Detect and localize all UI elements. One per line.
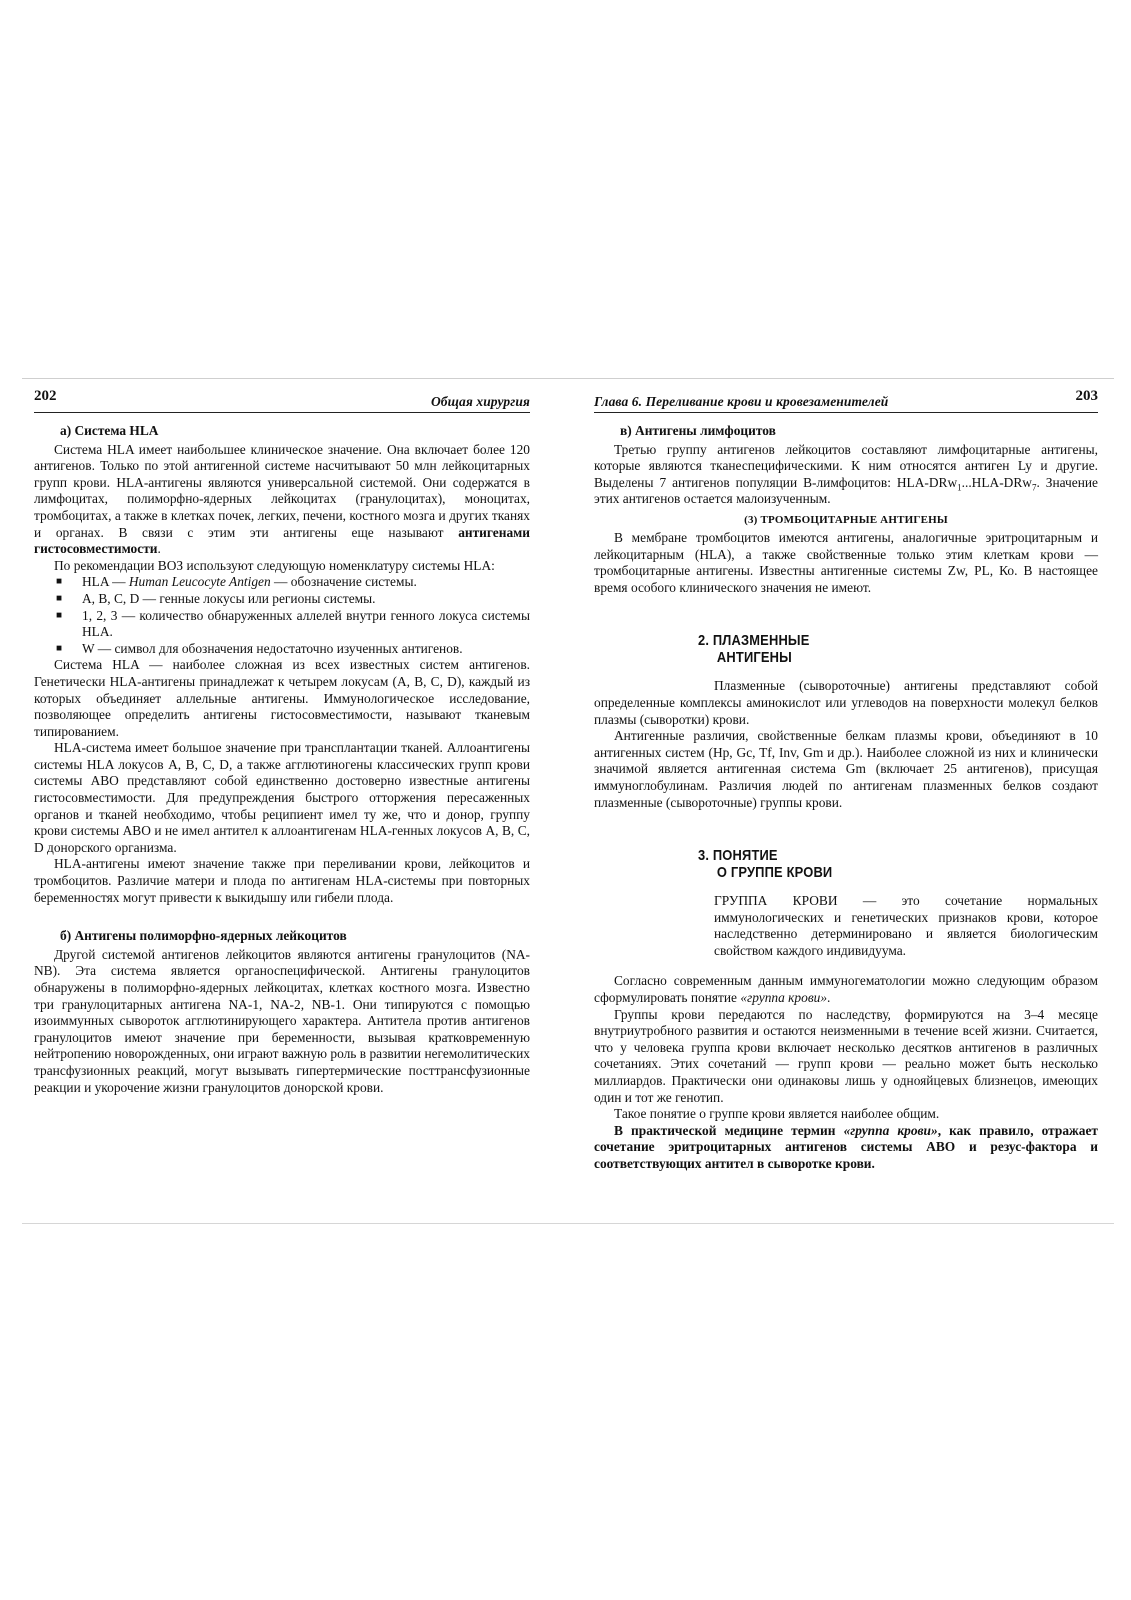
paragraph: Система HLA имеет наибольшее клиническое значение. Она включает более 120 антигенов. Только по этой антигенной системе насчитывают 50 млн лейкоцитарных групп крови. HLA-антигены являются универсальной системой. Они содержатся в лимфоцитах, полиморфно-ядерных лейкоцитах (гранулоцитах), моноцитах, тромбоцитах, а также в клетках почек, легких, печени, костного мозга и других тканях и органах. В связи с этим эти антигены еще называют антигенами гистосовместимости. (34, 441, 530, 557)
right-page-number: 203 (1075, 388, 1098, 404)
bullet-icon: ■ (56, 642, 63, 654)
paragraph: В мембране тромбоцитов имеются антигены, аналогичные эритроцитарным и лейкоцитарным (HLA), а также свойственные только этим клеткам крови — тромбоцитарные антигены. Известны антигенные системы Zw, PL, Ко. В настоящее время особого клинического значения не имеют. (594, 529, 1098, 595)
paragraph: Другой системой антигенов лейкоцитов являются антигены гранулоцитов (NA-NB). Эта система является органоспецифической. Антигены гранулоцитов обнаружены в полиморфно-ядерных лейкоцитах, клетках костного мозга. Известно три гранулоцитарных антигена NA-1, NA-2, NB-1. Они типируются с помощью изоиммунных сывороток агглютинирующего характера. Антитела против антигенов гранулоцитов имеют значение при беременности, вызывая кратковременную нейтропению новорожденных, они играют важную роль в развитии негемолитических трансфузионных реакций, могут вызывать гипертермические посттрансфузионные реакции и укорочение жизни гранулоцитов донорской крови. (34, 946, 530, 1095)
blood-group-definition (714, 893, 1098, 959)
section-c-heading: в) Антигены лимфоцитов (620, 423, 776, 438)
bullet-icon: ■ (56, 609, 63, 621)
left-page-number: 202 (34, 388, 57, 404)
bullet-icon: ■ (56, 592, 63, 604)
section-2-heading: 2. ПЛАЗМЕННЫЕ АНТИГЕНЫ (698, 632, 810, 667)
left-running-title: Общая хирургия (430, 394, 530, 409)
left-page (34, 378, 530, 1096)
paragraph: В практической медицине термин «группа крови», как правило, отражает сочетание эритроцитарных антигенов системы АВО и резус-фактора и соответствующих антител в сыворотке крови. (594, 1122, 1098, 1171)
nomenclature-list (34, 574, 530, 657)
section-b-heading: б) Антигены полиморфно-ядерных лейкоцитов (60, 928, 347, 944)
platelet-antigens-heading: (3) ТРОМБОЦИТАРНЫЕ АНТИГЕНЫ (744, 513, 948, 526)
right-page (594, 378, 1098, 1173)
list-item: ■ 1, 2, 3 — количество обнаруженных аллелей внутри генного локуса системы HLA. (56, 607, 530, 640)
bold-term: антигенами гистосовместимости (34, 524, 530, 557)
section-a-heading: а) Система HLA (60, 423, 159, 438)
paragraph: Третью группу антигенов лейкоцитов составляют лимфоцитарные антигены, которые являются тканеспецифическими. К ним относятся антиген Ly и другие. Выделены 7 антигенов популяции В-лимфоцитов: HLA-DRw$_1$...HLA-DRw$_7$. Значение этих антигенов остается малоизученным. (594, 441, 1098, 507)
paragraph: Антигенные различия, свойственные белкам плазмы крови, объединяют в 10 антигенных систем (Нр, Gc, Tf, Inv, Gm и др.). Наиболее сложной из них и клинически значимой является антигенная система Gm (включает 25 антигенов), присущая иммуноглобулинам. Различия людей по антигенам плазменных белков создают плазменные (сывороточные) группы крови. (594, 728, 1098, 810)
left-running-head (34, 378, 530, 413)
list-item: ■ W — символ для обозначения недостаточно изученных антигенов. (56, 640, 463, 656)
definition-text: ГРУППА КРОВИ — это сочетание нормальных иммунологических и генетических признаков крови, которое наследственно детерминировано и является биологическим свойством каждого индивидуума. (714, 893, 1098, 958)
paragraph: По рекомендации ВОЗ используют следующую номенклатуру системы HLA: (54, 557, 495, 573)
right-running-head (594, 378, 1098, 413)
paragraph: Плазменные (сывороточные) антигены представляют собой определенные комплексы аминокислот или углеводов на поверхности молекул белков плазмы (сыворотки) крови. (594, 678, 1098, 727)
paragraph: Группы крови передаются по наследству, формируются на 3–4 месяце внутриутробного развития и остаются неизменными в течение всей жизни. Считается, что у человека группа крови включает несколько десятков антигенов в различных сочетаниях. Этих сочетаний — групп крови — реально может быть несколько миллиардов. Практически они одинаковы лишь у однояйцевых близнецов, имеющих один и тот же генотип. (594, 1006, 1098, 1105)
paragraph: HLA-антигены имеют значение также при переливании крови, лейкоцитов и тромбоцитов. Различие матери и плода по антигенам HLA-системы при повторных беременностях могут привести к выкидышу или гибели плода. (34, 856, 530, 905)
scan-bottom-edge (22, 1223, 1114, 1224)
paragraph: Система HLA — наиболее сложная из всех известных систем антигенов. Генетически HLA-антигены принадлежат к четырем локусам (А, В, С, D), каждый из которых объединяет аллельные антигены. Иммунологическое исследование, позволяющее определить антигены гистосовместимости, называют тканевым типированием. (34, 657, 530, 739)
paragraph: Согласно современным данным иммуногематологии можно следующим образом сформулировать понятие «группа крови». (594, 973, 1098, 1006)
right-running-title: Глава 6. Переливание крови и кровезаменителей (594, 394, 889, 409)
list-item: ■ А, В, С, D — генные локусы или регионы системы. (56, 590, 376, 606)
section-3-heading: 3. ПОНЯТИЕ О ГРУППЕ КРОВИ (698, 847, 833, 882)
bullet-icon: ■ (56, 576, 63, 588)
list-item: ■ HLA — Human Leucocyte Antigen — обозначение системы. (56, 574, 417, 590)
paragraph: Такое понятие о группе крови является наиболее общим. (614, 1106, 940, 1122)
paragraph: HLA-система имеет большое значение при трансплантации тканей. Аллоантигены системы HLA локусов А, В, С, D, а также агглютиногены классических групп крови системы АВО представляют собой единственно достоверно известные антигены гистосовместимости. Для предупреждения быстрого отторжения пересаженных органов и тканей необходимо, чтобы реципиент имел ту же, что и донор, группу крови системы АВО и не имел антител к аллоантигенам HLA-генных локусов А, В, С, D донорского организма. (34, 740, 530, 855)
book-spread (22, 378, 1114, 1224)
